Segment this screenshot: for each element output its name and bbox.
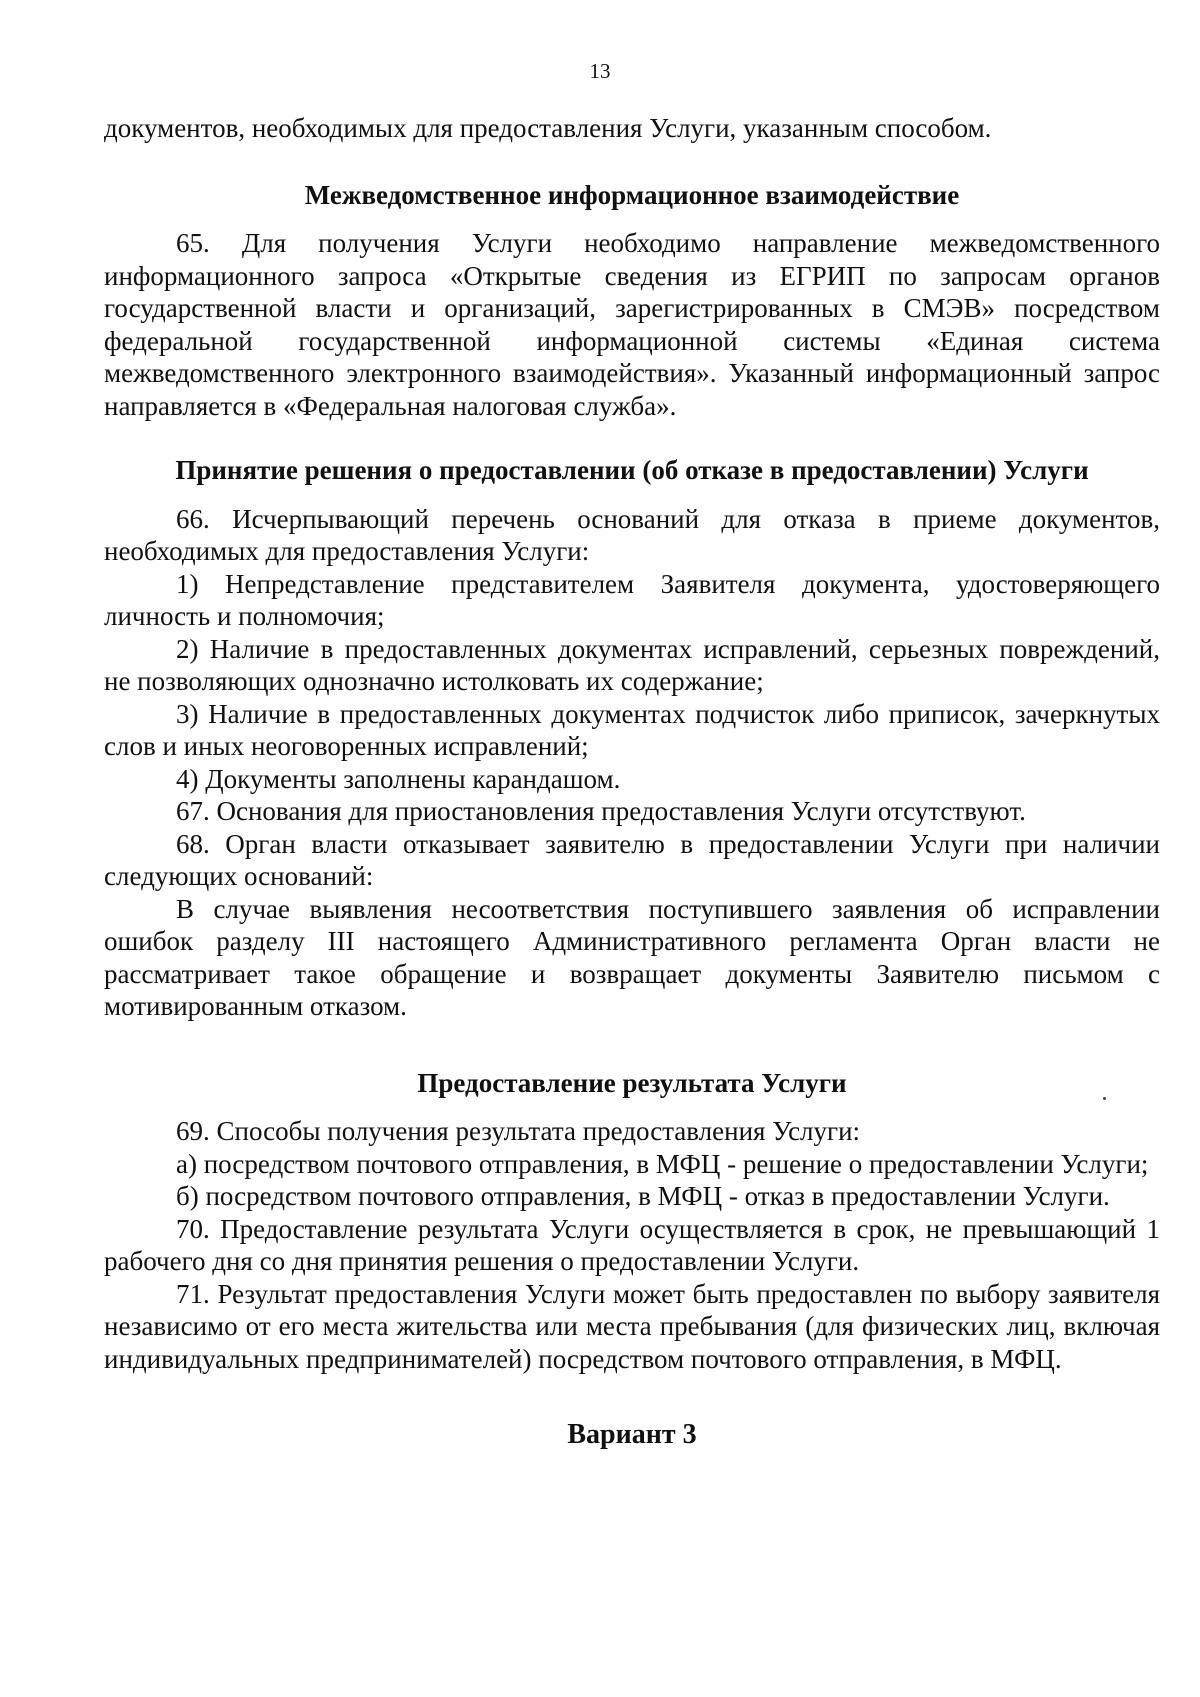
paragraph-67: 67. Основания для приостановления предоставления Услуги отсутствуют. xyxy=(176,796,1026,826)
paragraph-66: 66. Исчерпывающий перечень оснований для отказа в приеме документов, необходимых для предоставления Услуги: xyxy=(104,503,1160,566)
paragraph-66-item-2: 2) Наличие в предоставленных документах исправлений, серьезных повреждений, не позволяющих однозначно истолковать их содержание; xyxy=(104,633,1160,696)
section-heading-interagency: Межведомственное информационное взаимодействие xyxy=(304,179,960,210)
opening-line: документов, необходимых для предоставления Услуги, указанным способом. xyxy=(104,113,992,143)
section-heading-decision: Принятие решения о предоставлении (об отказе в предоставлении) Услуги xyxy=(175,455,1089,485)
variant-heading: Вариант 3 xyxy=(567,1419,697,1450)
paragraph-69: 69. Способы получения результата предоставления Услуги: xyxy=(176,1116,861,1146)
page-number: 13 xyxy=(589,59,611,83)
paragraph-66-item-3: 3) Наличие в предоставленных документах подчисток либо приписок, зачеркнутых слов и иных неоговоренных исправлений; xyxy=(104,698,1160,761)
paragraph-68-text: В случае выявления несоответствия поступившего заявления об исправлении ошибок разделу III настоящего Административного регламента Орган власти не рассматривает такое обращение и возвращает документы Заявителю письмом с мотивированным отказом. xyxy=(104,893,1160,1021)
paragraph-65: 65. Для получения Услуги необходимо направление межведомственного информационного запроса «Открытые сведения из ЕГРИП по запросам органов государственной власти и организаций, зарегистрированных в СМЭВ» посредством федеральной государственной информационной системы «Единая система межведомственного электронного взаимодействия». Указанный информационный запрос направляется в «Федеральная налоговая служба». xyxy=(104,228,1160,421)
paragraph-69-item-a: а) посредством почтового отправления, в МФЦ - решение о предоставлении Услуги; xyxy=(176,1148,1149,1179)
paragraph-66-item-1: 1) Непредставление представителем Заявителя документа, удостоверяющего личность и полномочия; xyxy=(104,568,1160,631)
paragraph-68: 68. Орган власти отказывает заявителю в предоставлении Услуги при наличии следующих оснований: xyxy=(104,828,1160,891)
section-heading-result: Предоставление результата Услуги xyxy=(417,1067,847,1098)
paragraph-71: 71. Результат предоставления Услуги может быть предоставлен по выбору заявителя независимо от его места жительства или места пребывания (для физических лиц, включая индивидуальных предпринимателей) посредством почтового отправления, в МФЦ. xyxy=(104,1278,1160,1374)
document-body xyxy=(104,112,1160,1452)
paragraph-70: 70. Предоставление результата Услуги осуществляется в срок, не превышающий 1 рабочего дня со дня принятия решения о предоставлении Услуги. xyxy=(104,1213,1160,1276)
paragraph-66-item-4: 4) Документы заполнены карандашом. xyxy=(176,763,621,794)
scan-speck xyxy=(1103,1097,1106,1100)
paragraph-69-item-b: б) посредством почтового отправления, в МФЦ - отказ в предоставлении Услуги. xyxy=(176,1181,1110,1211)
